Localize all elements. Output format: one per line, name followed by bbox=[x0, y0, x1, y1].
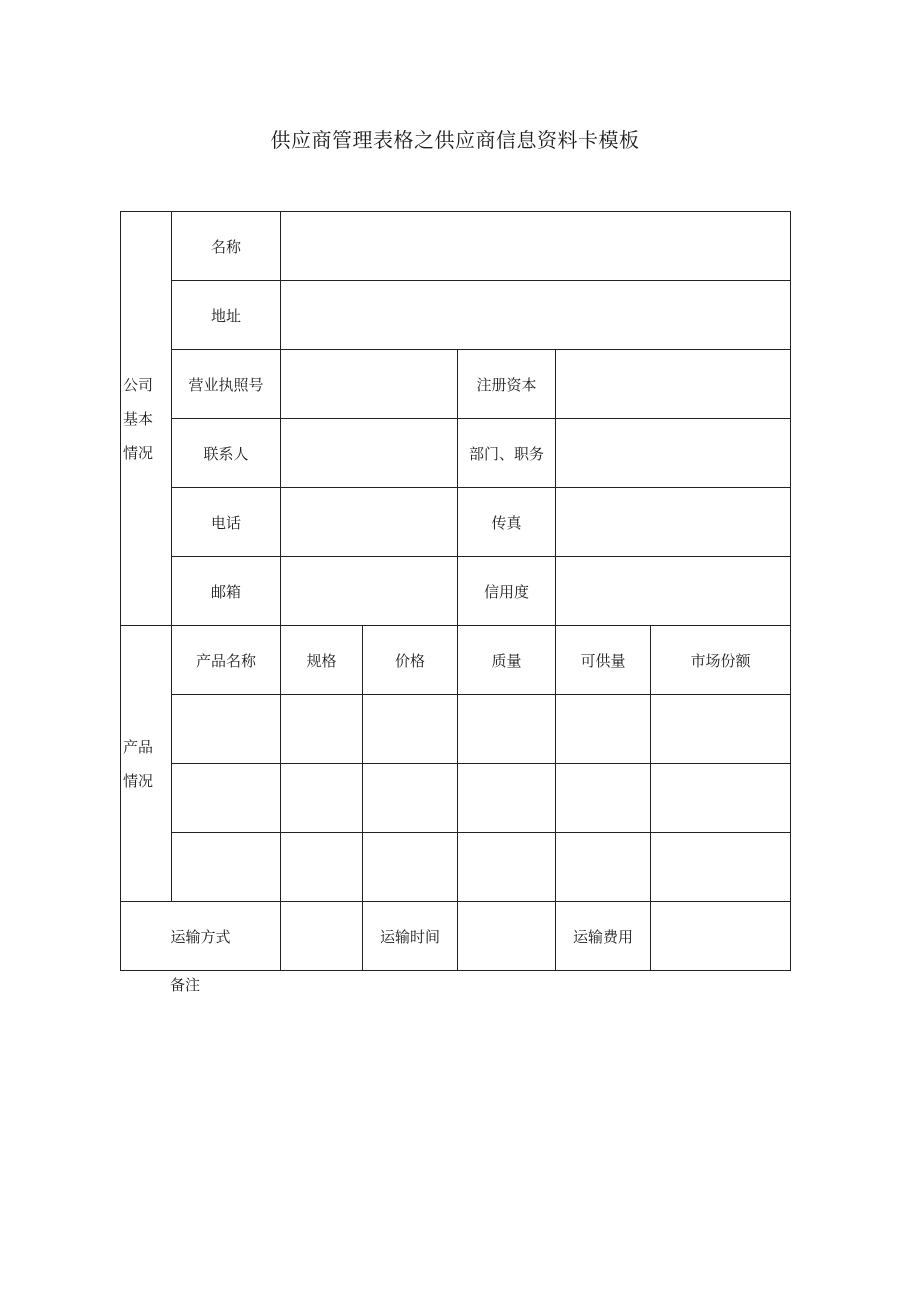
product-cell[interactable] bbox=[363, 833, 458, 902]
product-cell[interactable] bbox=[651, 764, 791, 833]
dept-label: 部门、职务 bbox=[458, 419, 556, 488]
transport-cost-label: 运输费用 bbox=[556, 902, 651, 971]
table-row bbox=[121, 557, 791, 626]
product-cell[interactable] bbox=[556, 695, 651, 764]
transport-method-field[interactable] bbox=[281, 902, 363, 971]
market-share-header: 市场份额 bbox=[651, 626, 791, 695]
address-label: 地址 bbox=[172, 281, 281, 350]
table-row bbox=[121, 350, 791, 419]
page-title: 供应商管理表格之供应商信息资料卡模板 bbox=[270, 128, 640, 152]
supplier-info-table bbox=[120, 211, 791, 971]
price-header: 价格 bbox=[363, 626, 458, 695]
credit-label: 信用度 bbox=[458, 557, 556, 626]
transport-time-field[interactable] bbox=[458, 902, 556, 971]
transport-method-label: 运输方式 bbox=[121, 902, 281, 971]
contact-field[interactable] bbox=[281, 419, 458, 488]
fax-field[interactable] bbox=[556, 488, 791, 557]
table-row bbox=[121, 212, 791, 281]
product-cell[interactable] bbox=[556, 764, 651, 833]
product-cell[interactable] bbox=[281, 764, 363, 833]
product-cell[interactable] bbox=[172, 833, 281, 902]
product-cell[interactable] bbox=[172, 695, 281, 764]
product-cell[interactable] bbox=[458, 764, 556, 833]
product-cell[interactable] bbox=[172, 764, 281, 833]
product-section-label: 产品 情况 bbox=[121, 626, 172, 902]
fax-label: 传真 bbox=[458, 488, 556, 557]
product-cell[interactable] bbox=[651, 695, 791, 764]
spec-header: 规格 bbox=[281, 626, 363, 695]
license-field[interactable] bbox=[281, 350, 458, 419]
product-cell[interactable] bbox=[281, 833, 363, 902]
product-cell[interactable] bbox=[363, 695, 458, 764]
license-label: 营业执照号 bbox=[172, 350, 281, 419]
contact-label: 联系人 bbox=[172, 419, 281, 488]
table-row bbox=[121, 488, 791, 557]
phone-field[interactable] bbox=[281, 488, 458, 557]
product-cell[interactable] bbox=[651, 833, 791, 902]
capital-label: 注册资本 bbox=[458, 350, 556, 419]
table-row bbox=[121, 419, 791, 488]
remarks-label: 备注 bbox=[170, 976, 201, 994]
company-section-label: 公司 基本 情况 bbox=[121, 212, 172, 626]
name-field[interactable] bbox=[281, 212, 791, 281]
product-cell[interactable] bbox=[458, 695, 556, 764]
address-field[interactable] bbox=[281, 281, 791, 350]
transport-cost-field[interactable] bbox=[651, 902, 791, 971]
product-name-header: 产品名称 bbox=[172, 626, 281, 695]
supply-header: 可供量 bbox=[556, 626, 651, 695]
product-cell[interactable] bbox=[458, 833, 556, 902]
email-label: 邮箱 bbox=[172, 557, 281, 626]
table-row bbox=[121, 626, 791, 695]
table-row bbox=[121, 764, 791, 833]
quality-header: 质量 bbox=[458, 626, 556, 695]
capital-field[interactable] bbox=[556, 350, 791, 419]
product-cell[interactable] bbox=[363, 764, 458, 833]
credit-field[interactable] bbox=[556, 557, 791, 626]
email-field[interactable] bbox=[281, 557, 458, 626]
product-cell[interactable] bbox=[281, 695, 363, 764]
dept-field[interactable] bbox=[556, 419, 791, 488]
table-row bbox=[121, 833, 791, 902]
product-cell[interactable] bbox=[556, 833, 651, 902]
table-row bbox=[121, 695, 791, 764]
table-row bbox=[121, 281, 791, 350]
phone-label: 电话 bbox=[172, 488, 281, 557]
transport-time-label: 运输时间 bbox=[363, 902, 458, 971]
table-row bbox=[121, 902, 791, 971]
name-label: 名称 bbox=[172, 212, 281, 281]
